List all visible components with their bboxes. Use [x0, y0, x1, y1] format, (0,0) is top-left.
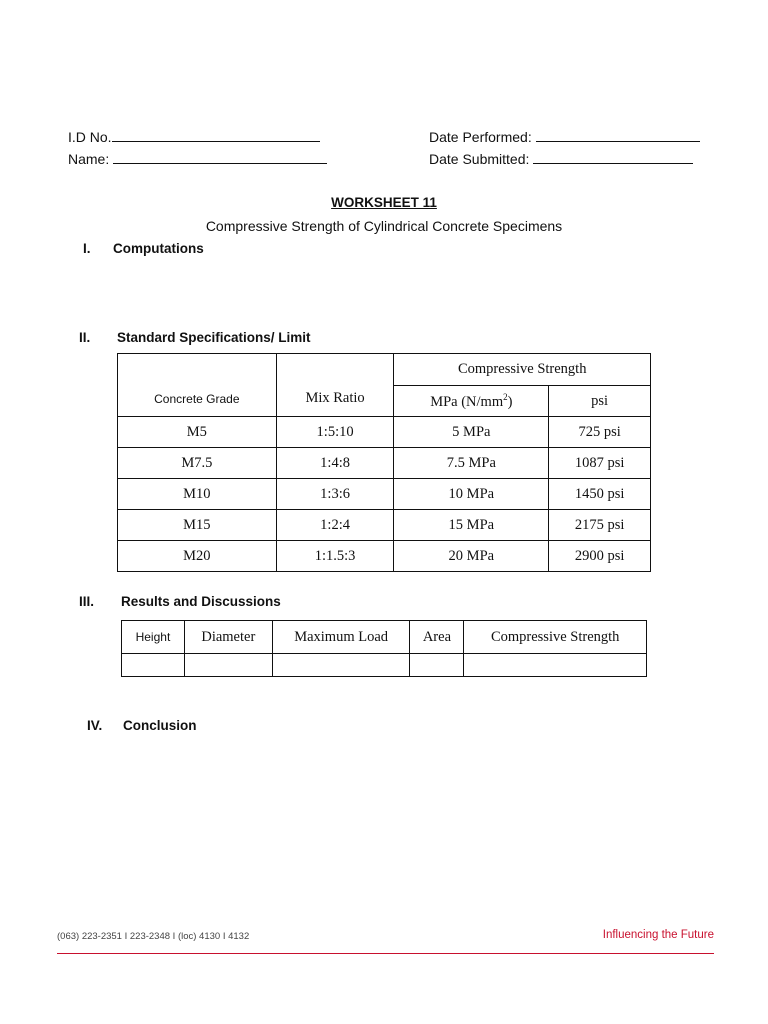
table-row — [118, 448, 651, 479]
header-concrete-grade: Concrete Grade — [118, 354, 277, 417]
section-title: Conclusion — [123, 718, 197, 733]
header-mpa-superscript: 2 — [503, 391, 508, 402]
section-number: IV. — [87, 718, 103, 733]
cell-height-input[interactable] — [122, 654, 185, 677]
section-standard-specifications — [79, 330, 311, 345]
section-number: III. — [79, 594, 95, 609]
date-performed-input-line[interactable] — [536, 128, 700, 142]
date-submitted-input-line[interactable] — [533, 150, 693, 164]
table-row — [118, 510, 651, 541]
header-compressive-strength: Compressive Strength — [394, 354, 651, 386]
cell-grade: M20 — [118, 541, 277, 572]
table-row — [122, 654, 647, 677]
cell-mix: 1:4:8 — [276, 448, 394, 479]
header-compressive-strength: Compressive Strength — [464, 621, 647, 654]
name-field — [68, 150, 327, 167]
cell-grade: M10 — [118, 479, 277, 510]
cell-mpa: 15 MPa — [394, 510, 549, 541]
cell-psi: 2175 psi — [549, 510, 651, 541]
table-row — [118, 417, 651, 448]
cell-mpa: 10 MPa — [394, 479, 549, 510]
cell-diameter-input[interactable] — [184, 654, 272, 677]
footer-tagline: Influencing the Future — [602, 929, 714, 941]
id-label: I.D No. — [68, 129, 112, 145]
section-number: II. — [79, 330, 91, 345]
section-conclusion — [87, 718, 197, 733]
header-psi: psi — [549, 386, 651, 417]
section-title: Computations — [113, 241, 204, 256]
id-field — [68, 128, 320, 145]
cell-grade: M15 — [118, 510, 277, 541]
section-results-and-discussions — [79, 594, 281, 609]
header-height: Height — [122, 621, 185, 654]
section-computations — [83, 241, 204, 256]
table-row — [118, 541, 651, 572]
footer-phone-numbers: (063) 223-2351 I 223-2348 I (loc) 4130 I 4132 — [57, 931, 250, 942]
name-label: Name: — [68, 151, 110, 167]
cell-psi: 1087 psi — [549, 448, 651, 479]
worksheet-subtitle: Compressive Strength of Cylindrical Concrete Specimens — [205, 218, 563, 234]
cell-grade: M5 — [118, 417, 277, 448]
cell-psi: 725 psi — [549, 417, 651, 448]
results-table — [121, 620, 647, 677]
cell-area-input[interactable] — [410, 654, 464, 677]
cell-maximum-load-input[interactable] — [272, 654, 410, 677]
cell-mix: 1:3:6 — [276, 479, 394, 510]
cell-mix: 1:2:4 — [276, 510, 394, 541]
cell-mpa: 5 MPa — [394, 417, 549, 448]
header-mpa — [394, 386, 549, 417]
header-mpa-close: ) — [507, 393, 513, 410]
cell-mpa: 20 MPa — [394, 541, 549, 572]
section-number: I. — [83, 241, 91, 256]
cell-mix: 1:1.5:3 — [276, 541, 394, 572]
section-title: Standard Specifications/ Limit — [117, 330, 311, 345]
date-submitted-field — [429, 150, 693, 167]
table-row — [118, 479, 651, 510]
header-maximum-load: Maximum Load — [272, 621, 410, 654]
date-submitted-label: Date Submitted: — [429, 151, 530, 167]
header-diameter: Diameter — [184, 621, 272, 654]
name-input-line[interactable] — [113, 150, 327, 164]
spec-table — [117, 353, 651, 572]
header-mpa-text: MPa (N/mm — [430, 393, 504, 410]
id-input-line[interactable] — [112, 128, 320, 142]
cell-psi: 2900 psi — [549, 541, 651, 572]
cell-mix: 1:5:10 — [276, 417, 394, 448]
worksheet-title: WORKSHEET 11 — [331, 195, 437, 210]
date-performed-field — [429, 128, 700, 145]
header-mix-ratio: Mix Ratio — [276, 354, 394, 417]
date-performed-label: Date Performed: — [429, 129, 532, 145]
header-area: Area — [410, 621, 464, 654]
cell-compressive-strength-input[interactable] — [464, 654, 647, 677]
cell-psi: 1450 psi — [549, 479, 651, 510]
section-title: Results and Discussions — [121, 594, 281, 609]
cell-grade: M7.5 — [118, 448, 277, 479]
cell-mpa: 7.5 MPa — [394, 448, 549, 479]
footer-divider — [57, 953, 714, 954]
